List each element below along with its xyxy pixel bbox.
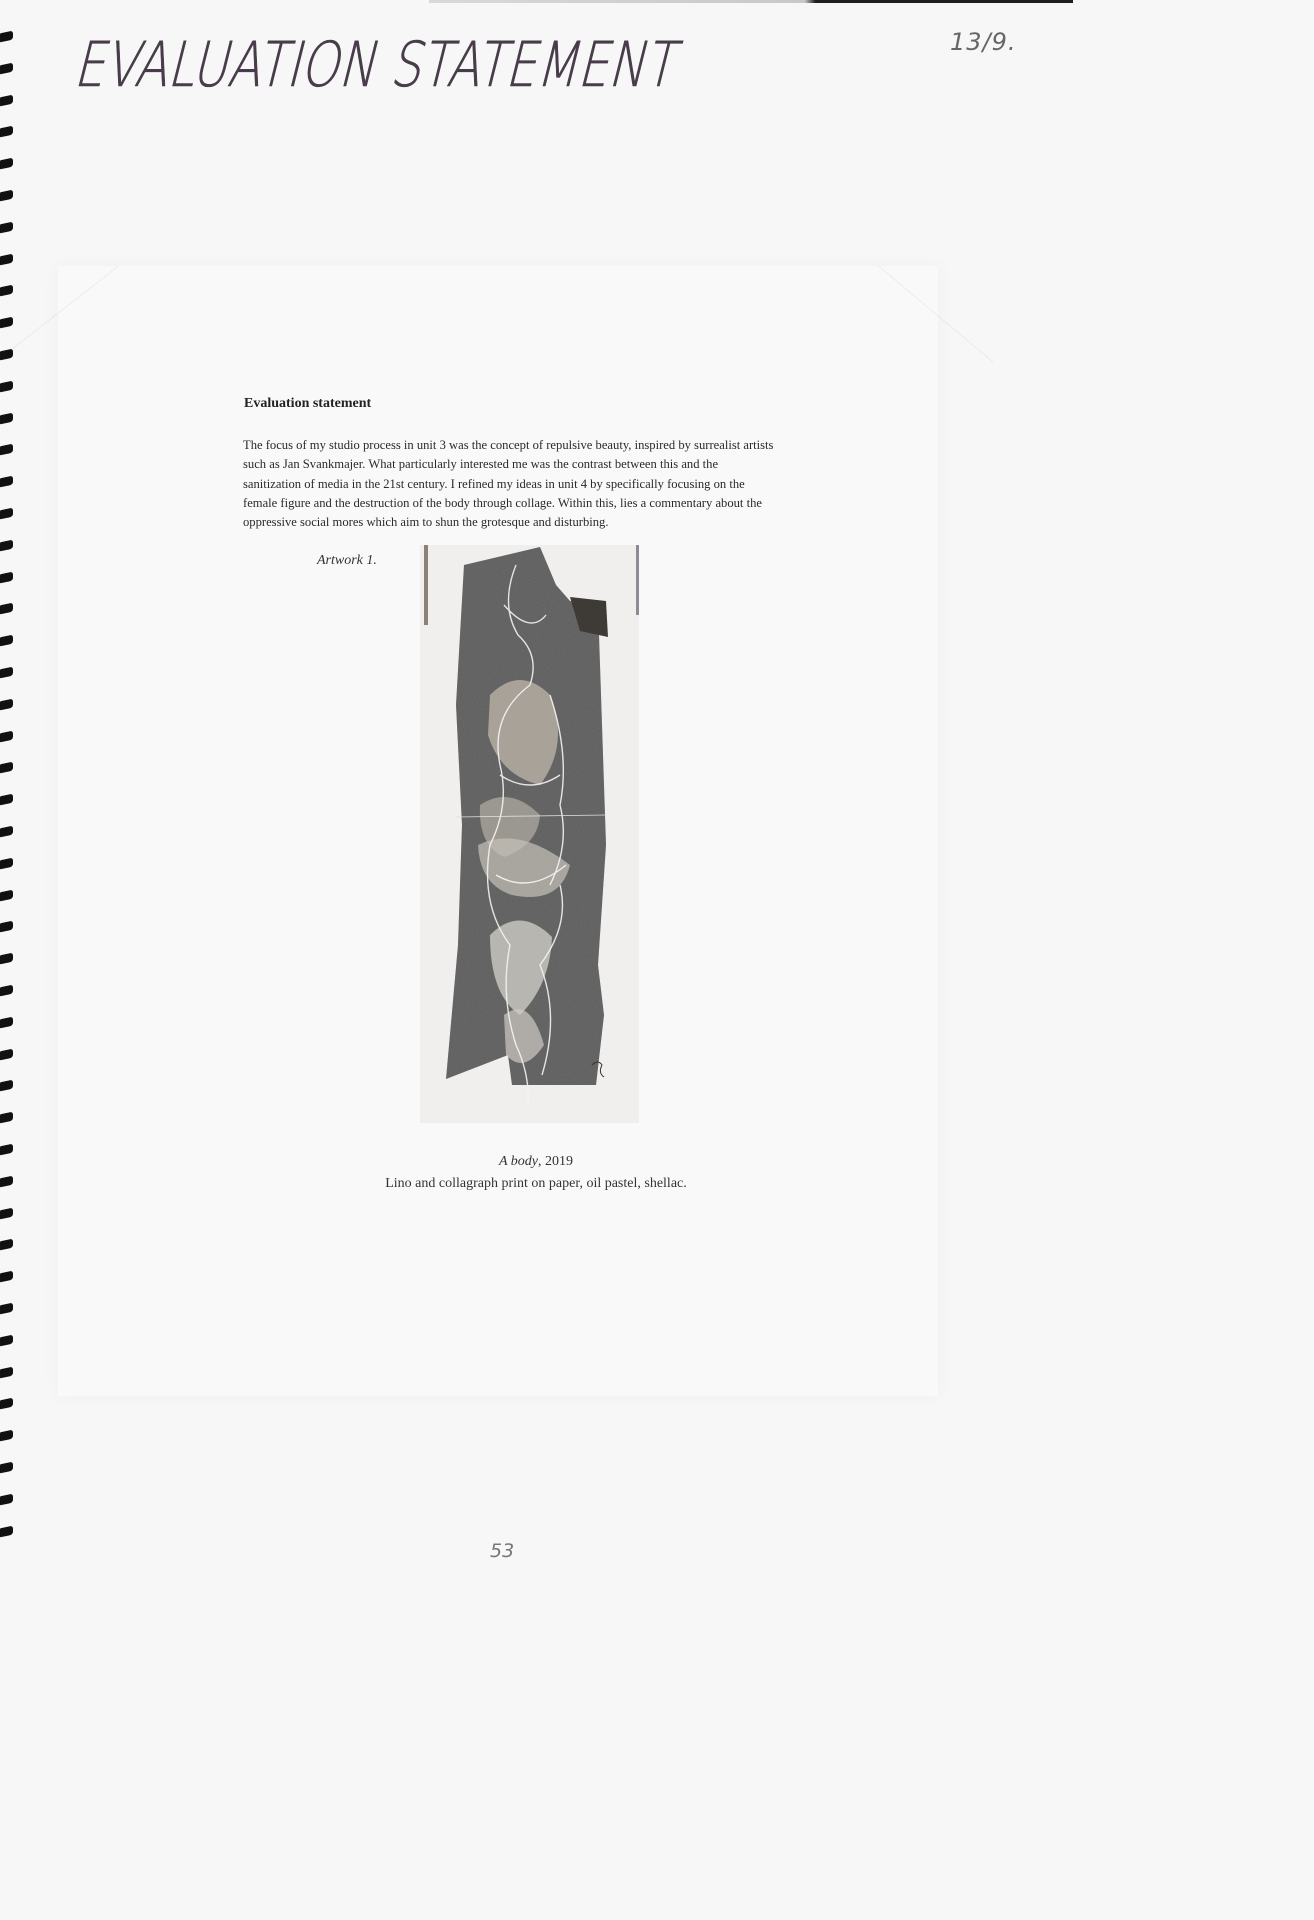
binding-hole: [0, 571, 13, 583]
binding-hole: [0, 380, 13, 392]
binding-hole: [0, 1112, 13, 1124]
binding-hole: [0, 190, 13, 202]
binding-hole: [0, 1462, 13, 1474]
binding-hole: [0, 1525, 13, 1537]
binding-hole: [0, 1016, 13, 1028]
binding-hole: [0, 539, 13, 551]
artwork-label: Artwork 1.: [317, 553, 377, 568]
binding-hole: [0, 1334, 13, 1346]
binding-hole: [0, 412, 13, 424]
binding-hole: [0, 889, 13, 901]
handwritten-title-text: EVALUATION STATEMENT: [69, 28, 857, 101]
binding-hole: [0, 1366, 13, 1378]
binding-hole: [0, 94, 13, 106]
binding-hole: [0, 62, 13, 74]
binding-hole: [0, 444, 13, 456]
binding-hole: [0, 508, 13, 520]
binding-hole: [0, 1303, 13, 1315]
page-number: 53: [490, 1540, 515, 1562]
binding-hole: [0, 1175, 13, 1187]
artwork-year: , 2019: [538, 1154, 573, 1169]
binding-hole: [0, 221, 13, 233]
binding-hole: [0, 1493, 13, 1505]
binding-hole: [0, 158, 13, 170]
binding-hole: [0, 1398, 13, 1410]
body-line: The focus of my studio process in unit 3 was the concept of repulsive beauty, inspired by surrealist artists: [243, 438, 774, 452]
binding-hole: [0, 921, 13, 933]
page-top-edge: [0, 0, 1073, 3]
document-heading: Evaluation statement: [244, 396, 372, 411]
binding-hole: [0, 1080, 13, 1092]
binding-hole: [0, 826, 13, 838]
evaluation-body: [243, 436, 853, 532]
binding-hole: [0, 698, 13, 710]
body-line: female figure and the destruction of the body through collage. Within this, lies a commentary about the: [243, 495, 762, 510]
binding-hole: [0, 285, 13, 297]
binding-hole: [0, 953, 13, 965]
binding-hole: [0, 476, 13, 488]
binding-hole: [0, 762, 13, 774]
body-line: such as Jan Svankmajer. What particularly interested me was the contrast between this and the: [243, 457, 719, 472]
binding-hole: [0, 794, 13, 806]
binding-hole: [0, 730, 13, 742]
binding-hole: [0, 857, 13, 869]
binding-hole: [0, 1430, 13, 1442]
binding-hole: [0, 667, 13, 679]
binding-hole: [0, 253, 13, 265]
binding-hole: [0, 1144, 13, 1156]
artwork-medium: Lino and collagraph print on paper, oil pastel, shellac.: [385, 1176, 687, 1191]
body-line: oppressive social mores which aim to shun the grotesque and disturbing.: [243, 515, 609, 530]
handwritten-date: 13/9.: [950, 28, 1017, 56]
spiral-binding: [0, 20, 16, 1550]
artwork-caption-title: [368, 1154, 704, 1170]
binding-hole: [0, 126, 13, 138]
binding-hole: [0, 985, 13, 997]
binding-hole: [0, 1271, 13, 1283]
binding-hole: [0, 1239, 13, 1251]
artwork-title: A body: [498, 1154, 538, 1169]
binding-hole: [0, 603, 13, 615]
handwritten-title: [69, 18, 857, 118]
binding-hole: [0, 317, 13, 329]
binding-hole: [0, 1207, 13, 1219]
artwork-image: [420, 545, 639, 1123]
binding-hole: [0, 635, 13, 647]
binding-hole: [0, 1048, 13, 1060]
binding-hole: [0, 31, 13, 43]
body-line: sanitization of media in the 21st century. I refined my ideas in unit 4 by specifically focusing on the: [243, 476, 745, 491]
